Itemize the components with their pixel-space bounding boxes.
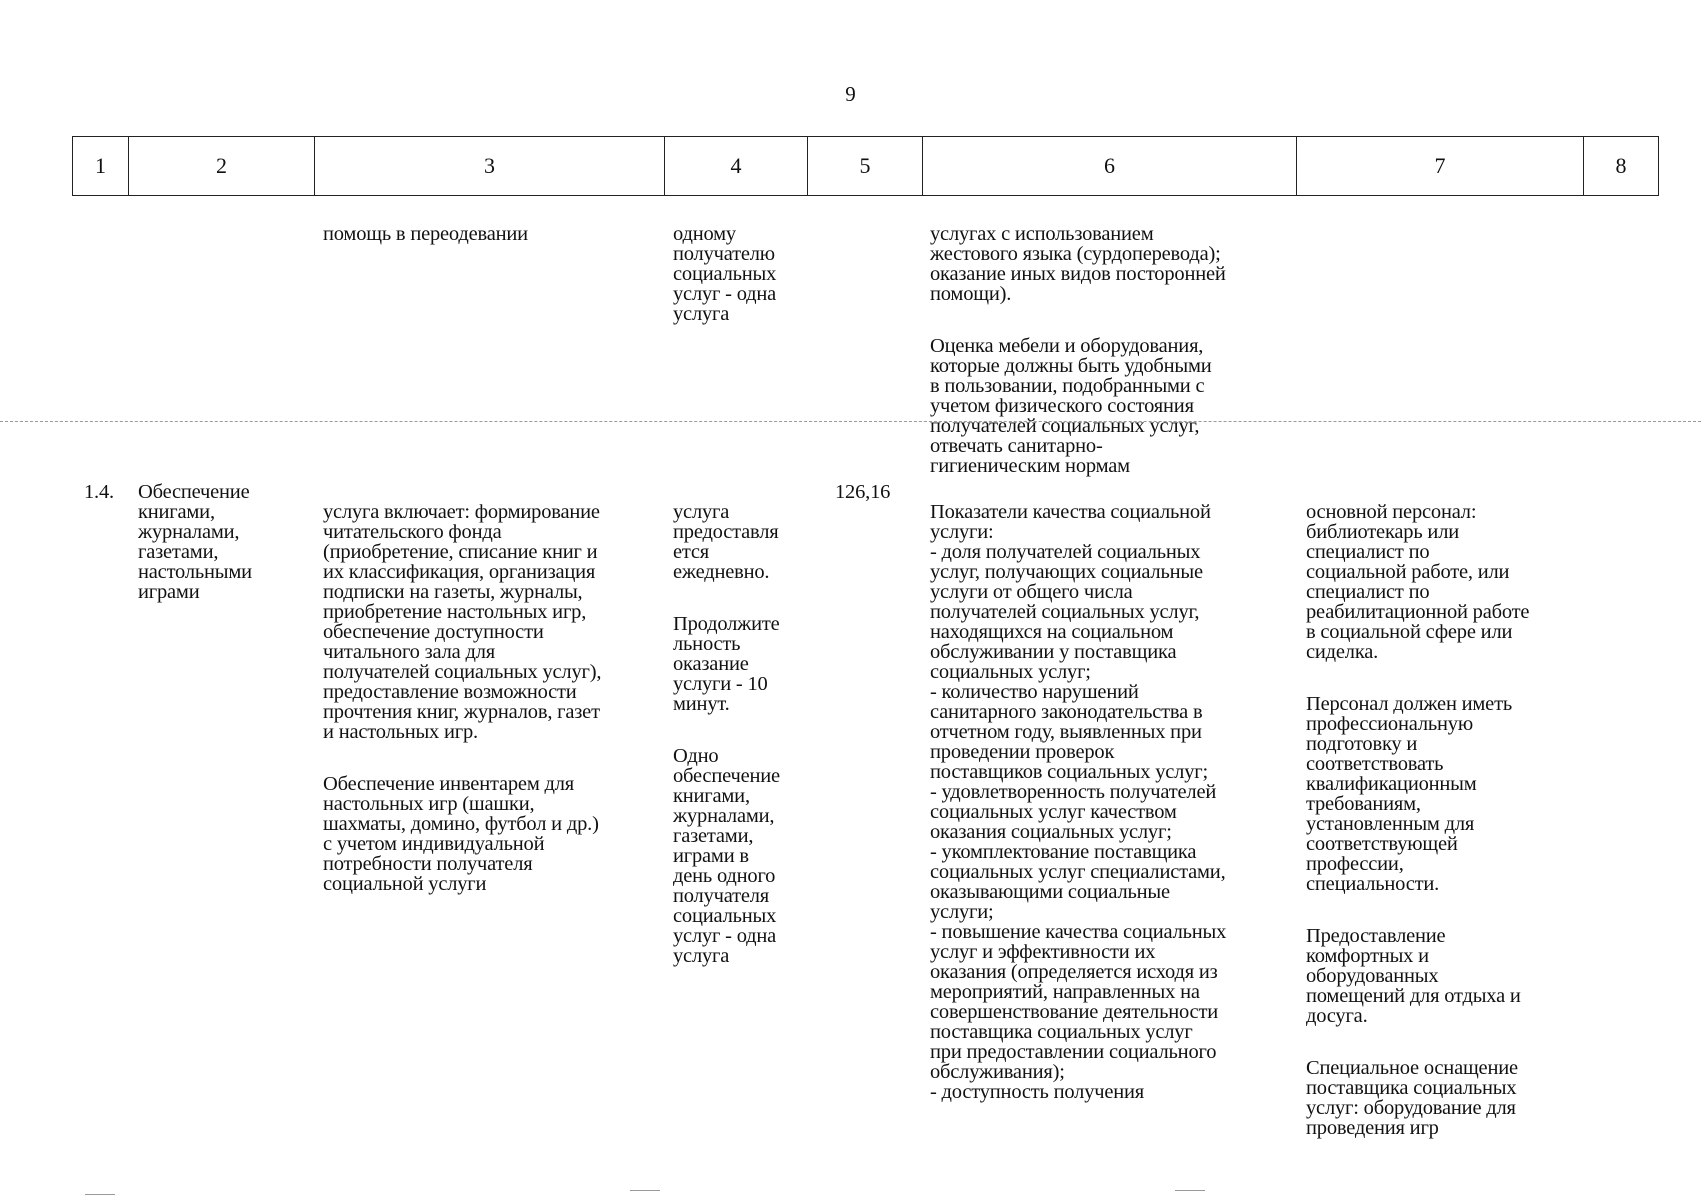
row-1-4-col7-paragraph-2: Персонал должен иметь профессиональную подготовку и соответствовать квалификационным требованиям, установленным для соответствующей профессии, специальности. bbox=[1306, 693, 1512, 895]
row-1-4-service-description bbox=[323, 482, 668, 926]
row-1-4-col6-paragraph-1: Показатели качества социальной услуги: - доля получателей социальных услуг, получающих социальные услуги от общего числа получателей социальных услуг, находящихся на социальном обслуживании у поставщика социальных услуг; - количество нарушений санитарного законодательства в отчетном году, выявленных при проведении проверок поставщиков социальных услуг; - удовлетворенность получателей социальных услуг качеством оказания социальных услуг; - укомплектование поставщика социальных услуг специалистами, оказывающими социальные услуги; - повышение качества социальных услуг и эффективности их оказания (определяется исходя из мероприятий, направленных на совершенствование деятельности поставщика социальных услуг при предоставлении социального обслуживания); - доступность получения bbox=[930, 501, 1227, 1103]
column-header-table bbox=[72, 136, 1659, 196]
column-header-6: 6 bbox=[923, 137, 1297, 196]
continued-col6-paragraph-1: услугах с использованием жестового языка (сурдоперевода); оказание иных видов посторонней помощи). bbox=[930, 223, 1226, 305]
column-header-5: 5 bbox=[808, 137, 923, 196]
row-1-4-col3-paragraph-1: услуга включает: формирование читательского фонда (приобретение, списание книг и их классификация, организация подписки на газеты, журналы, приобретение настольных игр, обеспечение доступности читального зала для получателей социальных услуг), предоставление возможности прочтения книг, журналов, газет и настольных игр. bbox=[323, 501, 602, 743]
column-header-8: 8 bbox=[1584, 137, 1659, 196]
row-1-4-service-terms bbox=[673, 482, 813, 998]
column-header-7: 7 bbox=[1297, 137, 1584, 196]
row-1-4-col4-paragraph-2: Продолжите льность оказание услуги - 10 минут. bbox=[673, 613, 780, 715]
page-number: 9 bbox=[845, 82, 856, 106]
column-header-4: 4 bbox=[665, 137, 808, 196]
row-1-4-col4-paragraph-3: Одно обеспечение книгами, журналами, газетами, играми в день одного получателя социальных услуг - одна услуга bbox=[673, 745, 780, 967]
scan-mark bbox=[1175, 1190, 1205, 1191]
column-header-1: 1 bbox=[73, 137, 129, 196]
continued-row-col6 bbox=[930, 204, 1300, 496]
continued-col4-paragraph: одному получателю социальных услуг - одна услуга bbox=[673, 223, 777, 325]
row-1-4-col3-paragraph-2: Обеспечение инвентарем для настольных игр (шашки, шахматы, домино, футбол и др.) с учетом индивидуальной потребности получателя социальной услуги bbox=[323, 773, 599, 895]
scan-mark bbox=[630, 1190, 660, 1191]
continued-col3-paragraph: помощь в переодевании bbox=[323, 223, 528, 245]
row-1-4-service-name: Обеспечение книгами, журналами, газетами, настольными играми bbox=[138, 481, 252, 603]
column-header-row bbox=[73, 137, 1659, 196]
row-1-4-tariff: 126,16 bbox=[835, 481, 891, 503]
continued-row-col3 bbox=[323, 204, 663, 276]
column-header-3: 3 bbox=[315, 137, 665, 196]
row-1-4-quality-indicators bbox=[930, 482, 1302, 1122]
continued-col6-paragraph-2: Оценка мебели и оборудования, которые должны быть удобными в пользовании, подобранными с учетом физического состояния получателей социальных услуг, отвечать санитарно- гигиеническим нормам bbox=[930, 335, 1212, 477]
continued-row-col4 bbox=[673, 204, 808, 356]
row-1-4-col7-paragraph-4: Специальное оснащение поставщика социальных услуг: оборудование для проведения игр bbox=[1306, 1057, 1518, 1139]
row-1-4-col7-paragraph-1: основной персонал: библиотекарь или специалист по социальной работе, или специалист по реабилитационной работе в социальной сфере или сиделка. bbox=[1306, 501, 1530, 663]
row-1-4-col4-paragraph-1: услуга предоставля ется ежедневно. bbox=[673, 501, 779, 583]
row-1-4-col7-paragraph-3: Предоставление комфортных и оборудованных помещений для отдыха и досуга. bbox=[1306, 925, 1521, 1027]
scan-mark bbox=[85, 1194, 115, 1195]
page-fold-divider bbox=[0, 421, 1701, 422]
column-header-2: 2 bbox=[129, 137, 315, 196]
row-1-4-number: 1.4. bbox=[84, 481, 114, 503]
row-1-4-conditions bbox=[1306, 482, 1596, 1158]
